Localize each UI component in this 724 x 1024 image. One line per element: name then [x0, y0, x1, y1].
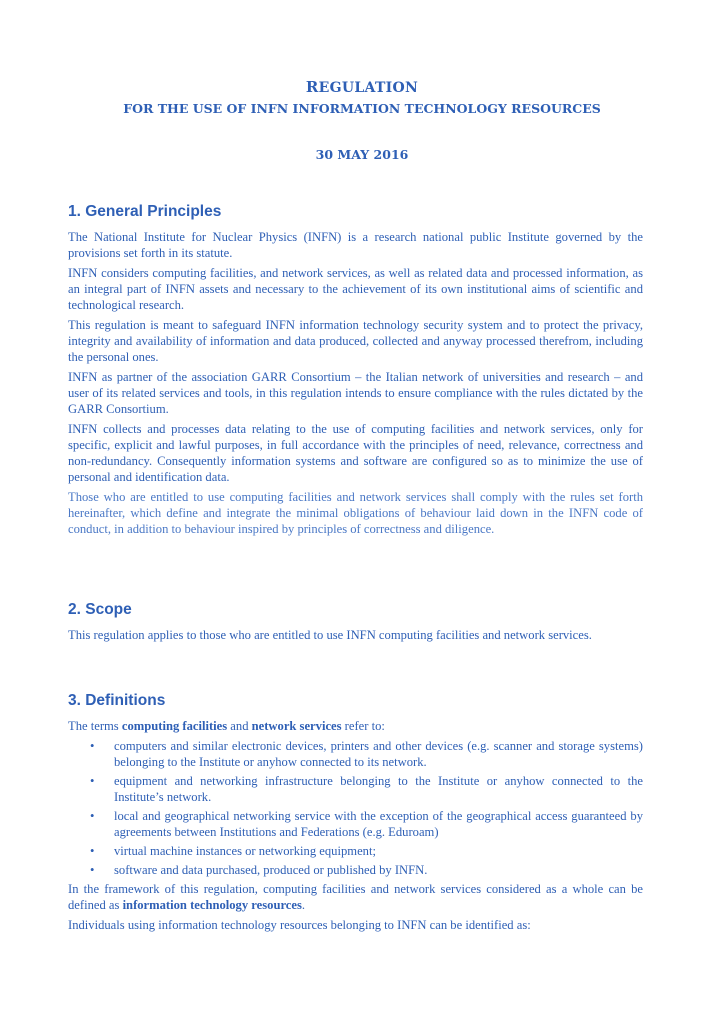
list-item-text: computers and similar electronic devices, printers and other devices (e.g. scanner and storage systems) belonging to the Institute or anyhow connected to its network. [114, 739, 643, 769]
list-item [68, 862, 643, 878]
section-heading-general-principles: 1. General Principles [68, 203, 222, 220]
title-initial: R [305, 78, 319, 96]
document-subtitle: FOR THE USE OF INFN INFORMATION TECHNOLOGY RESOURCES [123, 101, 601, 116]
document-date: 30 MAY 2016 [315, 147, 409, 162]
section-scope-body [68, 627, 643, 647]
list-item-text: virtual machine instances or networking equipment; [114, 844, 376, 858]
term-information-technology-resources: information technology resources [122, 898, 302, 912]
section-heading-definitions: 3. Definitions [68, 692, 166, 709]
bullet-icon: • [90, 739, 95, 753]
bullet-icon: • [90, 863, 95, 877]
paragraph: INFN as partner of the association GARR Consortium – the Italian network of universities and research – and user of its related services and tools, in this regulation intends to ensure compliance with the rules dictated by the GARR Consortium. [68, 370, 643, 416]
bullet-icon: • [90, 844, 95, 858]
list-item-text: equipment and networking infrastructure belonging to the Institute or anyhow connected to the Institute’s network. [114, 774, 643, 804]
framework-text: . [301, 898, 306, 912]
term-network-services: network services [251, 719, 342, 733]
paragraph: Individuals using information technology resources belonging to INFN can be identified as: [68, 918, 531, 932]
framework-paragraph [68, 881, 643, 913]
section-general-principles-body [68, 229, 643, 541]
list-item [68, 773, 643, 805]
list-item-text: software and data purchased, produced or published by INFN. [114, 863, 428, 877]
paragraph: INFN collects and processes data relating to the use of computing facilities and network services, only for specific, explicit and lawful purposes, in full accordance with the principles of need, relevance, correctness and non-redundancy. Consequently information systems and software are configured so as to minimize the use of personal and identification data. [68, 422, 643, 484]
definitions-list [68, 738, 643, 878]
bullet-icon: • [90, 774, 95, 788]
list-item [68, 843, 643, 859]
list-item [68, 738, 643, 770]
framework-text: In the framework of this regulation, computing facilities and network services considered as a whole can be defined as [68, 882, 643, 912]
definitions-intro [68, 718, 643, 734]
title-rest: EGULATION [318, 80, 419, 96]
bullet-icon: • [90, 809, 95, 823]
list-item-text: local and geographical networking service with the exception of the geographical access guaranteed by agreements between Institutions and Federations (e.g. Eduroam) [114, 809, 643, 839]
paragraph: This regulation is meant to safeguard INFN information technology security system and to protect the privacy, integrity and availability of information and data produced, collected and anyway processed therefrom, including the personal ones. [68, 318, 643, 364]
paragraph: The National Institute for Nuclear Physics (INFN) is a research national public Institute governed by the provisions set forth in its statute. [68, 230, 643, 260]
paragraph: This regulation applies to those who are entitled to use INFN computing facilities and network services. [68, 628, 592, 642]
section-definitions-body [68, 718, 643, 937]
intro-text: and [227, 719, 252, 733]
term-computing-facilities: computing facilities [121, 719, 228, 733]
paragraph: Those who are entitled to use computing facilities and network services shall comply with the rules set forth hereinafter, which define and integrate the minimal obligations of behaviour laid down in the INFN code of conduct, in addition to behaviour inspired by principles of correctness and diligence. [68, 490, 643, 536]
document-title [0, 78, 724, 96]
intro-text: The terms [68, 719, 122, 733]
intro-text: refer to: [341, 719, 385, 733]
paragraph: INFN considers computing facilities, and network services, as well as related data and processed information, as an integral part of INFN assets and necessary to the achievement of its own institutional aims of scientific and technological research. [68, 266, 643, 312]
list-item [68, 808, 643, 840]
section-heading-scope: 2. Scope [68, 601, 132, 618]
